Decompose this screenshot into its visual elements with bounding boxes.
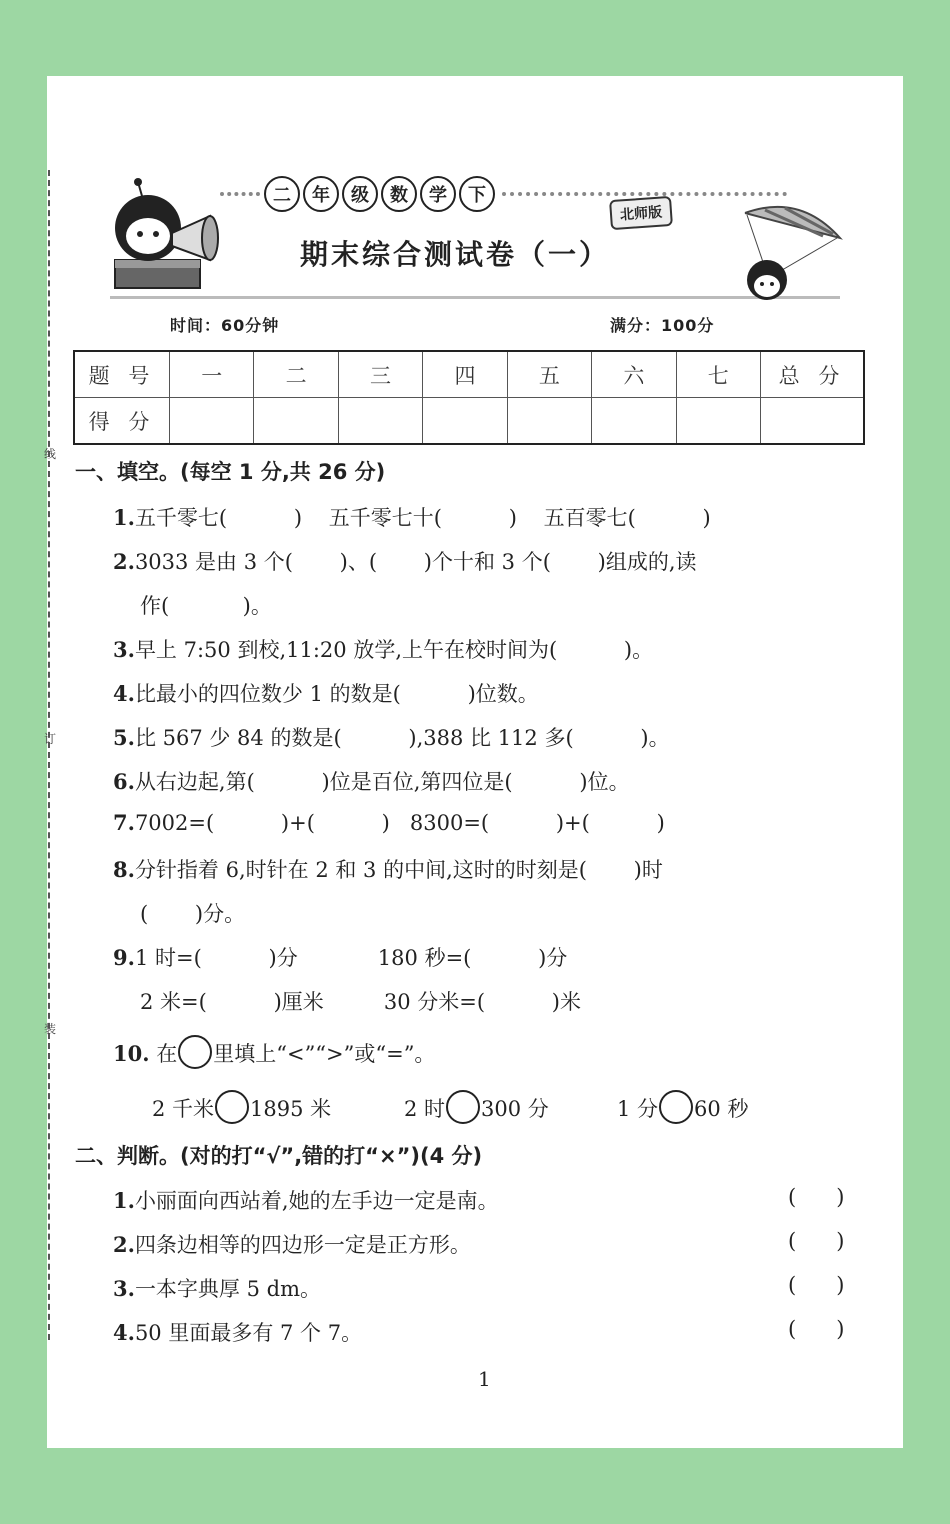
exam-title: 期末综合测试卷（一） bbox=[300, 238, 611, 271]
question-number: 4. bbox=[113, 1320, 135, 1345]
question-text: 在 bbox=[156, 1042, 178, 1066]
question-text: 作( )。 bbox=[140, 594, 272, 618]
judge-item bbox=[113, 1229, 471, 1259]
question-number: 3. bbox=[113, 637, 135, 662]
table-cell: 七 bbox=[676, 351, 760, 398]
question-text: 7002=( )+( ) 8300=( )+( ) bbox=[134, 811, 665, 835]
section-heading: 一、填空。(每空 1 分,共 26 分) bbox=[75, 460, 386, 484]
score-table bbox=[73, 350, 865, 445]
question-item bbox=[113, 766, 630, 796]
judge-item bbox=[113, 1273, 321, 1303]
question-number: 4. bbox=[113, 681, 135, 706]
question-text: 四条边相等的四边形一定是正方形。 bbox=[134, 1233, 471, 1257]
compare-item bbox=[617, 1090, 748, 1124]
binding-char: 订 bbox=[44, 732, 57, 746]
question-number: 6. bbox=[113, 769, 135, 794]
judge-item bbox=[113, 1185, 499, 1215]
table-cell: 题 号 bbox=[74, 351, 170, 398]
question-text: 分针指着 6,时针在 2 和 3 的中间,这时的时刻是( )时 bbox=[134, 858, 663, 882]
question-item bbox=[113, 502, 711, 532]
compare-item bbox=[404, 1090, 549, 1124]
question-item bbox=[113, 678, 539, 708]
binding-line bbox=[48, 170, 50, 1340]
compare-right: 300 分 bbox=[481, 1097, 549, 1121]
question-number: 1. bbox=[113, 1188, 135, 1213]
question-number: 5. bbox=[113, 725, 135, 750]
question-text: ( )分。 bbox=[140, 902, 246, 926]
score-cell[interactable] bbox=[507, 398, 591, 445]
score-cell[interactable] bbox=[592, 398, 676, 445]
mascot-megaphone-icon bbox=[110, 178, 230, 293]
compare-left: 2 千米 bbox=[152, 1097, 215, 1121]
grade-char: 学 bbox=[420, 176, 456, 212]
grade-char: 年 bbox=[303, 176, 339, 212]
table-cell: 总 分 bbox=[761, 351, 865, 398]
table-cell: 五 bbox=[507, 351, 591, 398]
question-item bbox=[113, 634, 653, 664]
question-item bbox=[113, 1035, 435, 1069]
exam-time: 时间：60分钟 bbox=[170, 316, 280, 335]
question-item bbox=[113, 942, 567, 972]
question-text: 50 里面最多有 7 个 7。 bbox=[134, 1321, 363, 1345]
question-number: 2. bbox=[113, 549, 135, 574]
question-text: 比最小的四位数少 1 的数是( )位数。 bbox=[134, 682, 539, 706]
question-number: 7. bbox=[113, 810, 135, 835]
exam-full-score: 满分：100分 bbox=[610, 316, 715, 335]
compare-circle[interactable] bbox=[659, 1090, 693, 1124]
answer-blank[interactable]: ( ) bbox=[788, 1273, 845, 1297]
question-item bbox=[113, 722, 670, 752]
grade-char: 下 bbox=[459, 176, 495, 212]
table-cell: 一 bbox=[170, 351, 254, 398]
score-cell[interactable] bbox=[676, 398, 760, 445]
question-text: 3033 是由 3 个( )、( )个十和 3 个( )组成的,读 bbox=[134, 550, 697, 574]
score-cell[interactable] bbox=[423, 398, 507, 445]
grade-char: 二 bbox=[264, 176, 300, 212]
question-item bbox=[140, 898, 245, 928]
question-item bbox=[113, 546, 697, 576]
answer-blank[interactable]: ( ) bbox=[788, 1185, 845, 1209]
score-table-score-row bbox=[74, 398, 864, 445]
question-text: 里填上“<”“>”或“=”。 bbox=[213, 1042, 436, 1066]
table-cell: 得 分 bbox=[74, 398, 170, 445]
question-number: 8. bbox=[113, 857, 135, 882]
score-cell[interactable] bbox=[761, 398, 865, 445]
judge-item bbox=[113, 1317, 362, 1347]
binding-char: 线 bbox=[44, 447, 57, 461]
question-item bbox=[140, 986, 581, 1016]
compare-circle[interactable] bbox=[215, 1090, 249, 1124]
compare-item bbox=[152, 1090, 331, 1124]
question-item bbox=[113, 854, 663, 884]
question-number: 9. bbox=[113, 945, 135, 970]
question-number: 1. bbox=[113, 505, 135, 530]
question-text: 2 米=( )厘米 30 分米=( )米 bbox=[140, 990, 581, 1014]
question-item bbox=[140, 590, 272, 620]
edition-badge: 北师版 bbox=[609, 196, 673, 230]
table-cell: 四 bbox=[423, 351, 507, 398]
compare-left: 2 时 bbox=[404, 1097, 446, 1121]
grade-char: 数 bbox=[381, 176, 417, 212]
answer-blank[interactable]: ( ) bbox=[788, 1317, 845, 1341]
grade-subject-title bbox=[220, 176, 787, 212]
score-cell[interactable] bbox=[254, 398, 338, 445]
question-number: 3. bbox=[113, 1276, 135, 1301]
score-table-header-row bbox=[74, 351, 864, 398]
question-text: 从右边起,第( )位是百位,第四位是( )位。 bbox=[134, 770, 630, 794]
section-heading: 二、判断。(对的打“√”,错的打“×”)(4 分) bbox=[75, 1144, 483, 1168]
compare-circle[interactable] bbox=[446, 1090, 480, 1124]
answer-blank[interactable]: ( ) bbox=[788, 1229, 845, 1253]
grade-char: 级 bbox=[342, 176, 378, 212]
question-text: 一本字典厚 5 dm。 bbox=[134, 1277, 322, 1301]
compare-right: 1895 米 bbox=[250, 1097, 332, 1121]
question-text: 五千零七( ) 五千零七十( ) 五百零七( ) bbox=[134, 506, 711, 530]
question-text: 1 时=( )分 180 秒=( )分 bbox=[134, 946, 568, 970]
score-cell[interactable] bbox=[338, 398, 422, 445]
score-cell[interactable] bbox=[170, 398, 254, 445]
question-text: 小丽面向西站着,她的左手边一定是南。 bbox=[134, 1189, 499, 1213]
compare-right: 60 秒 bbox=[694, 1097, 749, 1121]
question-number: 10. bbox=[113, 1041, 150, 1066]
mascot-parachute-icon bbox=[705, 198, 845, 308]
question-item bbox=[113, 810, 665, 835]
binding-char: 装 bbox=[44, 1022, 57, 1036]
question-text: 比 567 少 84 的数是( ),388 比 112 多( )。 bbox=[134, 726, 670, 750]
circle-blank-icon bbox=[178, 1035, 212, 1069]
table-cell: 六 bbox=[592, 351, 676, 398]
compare-left: 1 分 bbox=[617, 1097, 659, 1121]
page-number: 1 bbox=[478, 1367, 491, 1391]
question-text: 早上 7:50 到校,11:20 放学,上午在校时间为( )。 bbox=[134, 638, 654, 662]
table-cell: 二 bbox=[254, 351, 338, 398]
table-cell: 三 bbox=[338, 351, 422, 398]
question-number: 2. bbox=[113, 1232, 135, 1257]
